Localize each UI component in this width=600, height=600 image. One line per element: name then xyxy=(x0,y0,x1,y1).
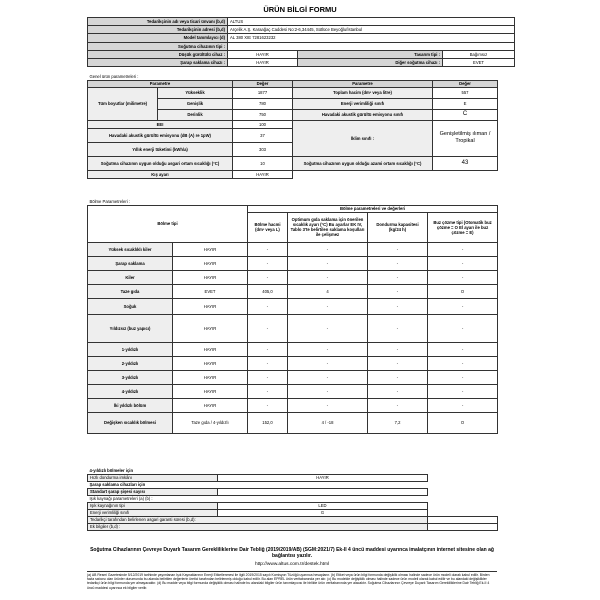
climate-value: Genişletilmiş ılıman / Tropikal xyxy=(433,120,498,156)
low-noise-value: HAYIR xyxy=(228,50,298,58)
annual-energy-value: 303 xyxy=(233,142,293,156)
compartment-volume-header: Bölme hacmi (dm³ veya L) xyxy=(248,212,288,242)
min-temp-value: 10 xyxy=(233,156,293,170)
overall-dims-label: Tüm boyutlar (milimetre) xyxy=(88,87,158,120)
extra-info-label: Ek bilgiler (b,d) : xyxy=(88,523,428,530)
compartment-name: Soğuk xyxy=(88,298,173,314)
compartment-temp: - xyxy=(288,242,368,256)
compartment-defrost: - xyxy=(428,370,498,384)
compartment-name: 4-yıldızlı xyxy=(88,384,173,398)
frost-value: HAYIR xyxy=(233,170,293,178)
footnotes: (a) AB Resmi Gazetesinde 5/12/2019 tarihinde yayımlanan Işık Kaynaklarının Enerji Etiketlenmesi ile ilgili 2019/2015 sayılı Komisyon Tüzüğü uyarınca hesaplanır. (b) Etiket veya ürün bilgi formunda değişiklik olması halinde sadece ürün modeli olarak kabul edilir. Birden fazla satıcısı olan ürünler durumunda bu alanda belirtilen değerlerin üretici tarafından belirlenmiş olduğu kabul edilir. Bu alan EPREL ürün veritabanında yer alır. (c) Bu modelde değişiklik olması halinde sadece ürün modeli olarak kabul edilir ve bu alandaki değişiklikler tedarikçi ürün bilgi formunda yer almayacaktır. (d) Bu madde veya bilgi formunda değişiklik olması halinde bu alandaki bilgiler ürün tanımlayıcısı ile birlikte ürün veritabanında yer alacaktır. Soğutma Cihazlarının Çevreye Duyarlı Tasarım Gerekliliklerine Dair Tebliğ Ek-II 4 üncü maddesi uyarınca ek bilgiler verilir. xyxy=(87,571,497,590)
compartment-table xyxy=(87,198,498,434)
compartment-capacity: - xyxy=(368,314,428,342)
energy-class-label: Enerji verimliliği sınıfı xyxy=(293,98,433,109)
compartment-capacity: - xyxy=(368,284,428,298)
compartment-present: HAYIR xyxy=(173,370,248,384)
table-row xyxy=(88,314,498,342)
min-temp-label: Soğutma cihazının uygun olduğu asgari ortam sıcaklığı (°C) xyxy=(88,156,233,170)
noise-class-label: Havadaki akustik gürültü emisyonu sınıfı xyxy=(293,109,433,120)
table-row xyxy=(88,356,498,370)
compartment-volume: - xyxy=(248,342,288,356)
compartment-present: Taze gıda / 4-yıldızlı xyxy=(173,412,248,433)
table-row xyxy=(88,256,498,270)
table-row xyxy=(88,298,498,314)
width-label: Genişlik xyxy=(158,98,233,109)
compartment-defrost: O xyxy=(428,284,498,298)
compartment-temp: 4 / -18 xyxy=(288,412,368,433)
compartment-temp: - xyxy=(288,342,368,356)
compartment-present: HAYIR xyxy=(173,398,248,412)
compartment-name: 1-yıldızlı xyxy=(88,342,173,356)
total-volume-value: 557 xyxy=(433,87,498,98)
depth-label: Derinlik xyxy=(158,109,233,120)
compartment-temp: - xyxy=(288,298,368,314)
noise-label: Havadaki akustik gürültü emisyonu (dB (A) re 1pW) xyxy=(88,128,233,142)
compartment-capacity: 7,2 xyxy=(368,412,428,433)
compartment-present: HAYIR xyxy=(173,256,248,270)
supplier-name-label: Tedarikçinin adı veya ticari ünvanı (b,d) xyxy=(88,18,228,26)
regulation-note: Soğutma Cihazlarının Çevreye Duyarlı Tasarım Gerekliliklerine Dair Tebliğ (2019/2019/AB) (SGM:2021/7) Ek-II 4 üncü maddesi uyarınca imalatçının internet sitesine olan ağ bağlantısı yazılır. xyxy=(90,547,494,559)
compartment-temp: 4 xyxy=(288,284,368,298)
compartment-name: 3-yıldızlı xyxy=(88,370,173,384)
light-type-value: LED xyxy=(218,502,428,509)
compartment-section-label: Bölme Parametreleri : xyxy=(89,198,130,204)
wine-label: Şarap saklama cihazı : xyxy=(88,58,228,66)
compartment-volume: - xyxy=(248,370,288,384)
compartment-capacity: - xyxy=(368,342,428,356)
empty-cell xyxy=(428,488,498,495)
compartment-name: 2-yıldızlı xyxy=(88,356,173,370)
frost-label: Kış ayarı xyxy=(88,170,233,178)
general-params-table xyxy=(87,73,498,179)
climate-label: İklim sınıfı : xyxy=(293,120,433,156)
compartment-name: Yıldızsız (buz yapıcı) xyxy=(88,314,173,342)
quick-freeze-label: Hızlı dondurma imkânı xyxy=(88,474,218,481)
compartment-volume: - xyxy=(248,270,288,284)
compartment-capacity: - xyxy=(368,398,428,412)
wine-section-label: Şarap saklama cihazları için xyxy=(89,482,146,487)
compartment-defrost: - xyxy=(428,314,498,342)
compartment-present: HAYIR xyxy=(173,356,248,370)
light-section-label: Işık kaynağı parametreleri (a) (b) : xyxy=(89,496,153,501)
compartment-temp: - xyxy=(288,356,368,370)
compartment-defrost: - xyxy=(428,384,498,398)
depth-value: 750 xyxy=(233,109,293,120)
bottles-value xyxy=(218,488,428,495)
compartment-capacity: - xyxy=(368,256,428,270)
compartment-defrost: - xyxy=(428,256,498,270)
extra-info-value xyxy=(428,523,498,530)
compartment-volume: - xyxy=(248,314,288,342)
compartment-present: HAYIR xyxy=(173,270,248,284)
empty-cell xyxy=(293,170,498,178)
compartment-name: Şarap saklama xyxy=(88,256,173,270)
compartment-volume: - xyxy=(248,298,288,314)
design-type-value: Bağımsız xyxy=(443,50,515,58)
guarantee-value xyxy=(428,516,498,523)
compartment-capacity: - xyxy=(368,270,428,284)
compartment-defrost: - xyxy=(428,398,498,412)
gen-header-param-2: Parametre xyxy=(293,80,433,87)
empty-cell xyxy=(428,509,498,516)
empty-cell xyxy=(428,474,498,481)
compartment-temp: - xyxy=(288,314,368,342)
model-label: Model tanımlayıcı (d) xyxy=(88,34,228,42)
compartment-name: Kiler xyxy=(88,270,173,284)
support-link[interactable]: http://www.altus.com.tr/destek.html xyxy=(254,562,330,567)
gen-header-param-1: Parametre xyxy=(88,80,233,87)
height-label: Yükseklik xyxy=(158,87,233,98)
gen-header-value-2: Değer xyxy=(433,80,498,87)
table-row xyxy=(88,342,498,356)
compartment-present: HAYIR xyxy=(173,342,248,356)
compartment-present: HAYIR xyxy=(173,384,248,398)
compartment-defrost-header: Buz çözme tipi (Otomatik buz çözme = O El ayarı ile buz çözme = E) xyxy=(428,212,498,242)
design-type-label: Tasarım tipi : xyxy=(298,50,443,58)
compartment-type-header: Bölme tipi xyxy=(88,205,248,242)
height-value: 1877 xyxy=(233,87,293,98)
other-value: EVET xyxy=(443,58,515,66)
compartment-defrost: O xyxy=(428,412,498,433)
annual-energy-label: Yıllık enerji tüketimi (kWh/a) xyxy=(88,142,233,156)
light-class-label: Enerji verimliliği sınıfı xyxy=(88,509,218,516)
noise-class-value: C xyxy=(433,109,498,120)
table-row xyxy=(88,270,498,284)
compartment-temp: - xyxy=(288,270,368,284)
general-section-label: Genel ürün parametreleri : xyxy=(89,73,139,79)
compartment-name: İki yıldızlı bölüm xyxy=(88,398,173,412)
supplier-address: Arçelik A.Ş. Karaağaç Caddesi No:2-6,34445, Sütlüce Beyoğlu/İstanbul xyxy=(228,26,515,34)
total-volume-label: Toplam hacim (dm³ veya litre) xyxy=(293,87,433,98)
compartment-volume: - xyxy=(248,356,288,370)
compartment-temp: - xyxy=(288,384,368,398)
compartment-defrost: - xyxy=(428,270,498,284)
compartment-present: HAYIR xyxy=(173,242,248,256)
compartment-name: Taze gıda xyxy=(88,284,173,298)
light-type-label: Işık kaynağının tipi xyxy=(88,502,218,509)
bottom-table xyxy=(87,467,498,531)
compartment-defrost: - xyxy=(428,342,498,356)
energy-class-value: E xyxy=(433,98,498,109)
noise-value: 37 xyxy=(233,128,293,142)
compartment-name: Yüksek sıcaklıklı kiler xyxy=(88,242,173,256)
guarantee-label: Tedarikçi tarafından belirlenen asgari garanti süresi (b,d): xyxy=(88,516,428,523)
light-class-value: G xyxy=(218,509,428,516)
page-title: ÜRÜN BİLGİ FORMU xyxy=(263,5,337,14)
compartment-present: HAYIR xyxy=(173,298,248,314)
table-row xyxy=(88,242,498,256)
compartment-temp: - xyxy=(288,398,368,412)
compartment-freezing-header: Dondurma kapasitesi (kg/24 h) xyxy=(368,212,428,242)
compartment-capacity: - xyxy=(368,384,428,398)
supplier-name: ALTUS xyxy=(228,18,515,26)
compartment-name: Değişken sıcaklık bölmesi xyxy=(88,412,173,433)
empty-cell xyxy=(428,502,498,509)
compartment-volume: - xyxy=(248,384,288,398)
appliance-type-value xyxy=(228,42,515,50)
compartment-defrost: - xyxy=(428,298,498,314)
appliance-type-label: Soğutma cihazının tipi : xyxy=(88,42,228,50)
compartment-volume: 152,0 xyxy=(248,412,288,433)
table-row xyxy=(88,284,498,298)
quick-freeze-value: HAYIR xyxy=(218,474,428,481)
compartment-volume: - xyxy=(248,398,288,412)
table-row xyxy=(88,412,498,433)
four-star-label: 4-yıldızlı bölmeler için xyxy=(89,467,134,473)
compartment-present: HAYIR xyxy=(173,314,248,342)
eei-value: 100 xyxy=(233,120,293,128)
compartment-capacity: - xyxy=(368,242,428,256)
compartment-defrost: - xyxy=(428,356,498,370)
wine-value: HAYIR xyxy=(228,58,298,66)
eei-label: EEI xyxy=(88,120,233,128)
compartment-group-header: Bölme parametreleri ve değerleri xyxy=(248,205,498,212)
compartment-volume: 405,0 xyxy=(248,284,288,298)
compartment-optimum-header: Optimum gıda saklama için önerilen sıcaklık ayarı (°C) Bu ayarlar EK IV, Tablo 3'te belirtilen saklama koşulları ile çelişmez xyxy=(288,212,368,242)
bottles-label: Standart şarap şişesi sayısı xyxy=(88,488,218,495)
compartment-temp: - xyxy=(288,370,368,384)
compartment-volume: - xyxy=(248,242,288,256)
compartment-capacity: - xyxy=(368,298,428,314)
compartment-rows xyxy=(88,242,498,433)
compartment-temp: - xyxy=(288,256,368,270)
low-noise-label: Düşük gürültülü cihaz : xyxy=(88,50,228,58)
table-row xyxy=(88,370,498,384)
table-row xyxy=(88,398,498,412)
table-row xyxy=(88,384,498,398)
supplier-table xyxy=(87,17,515,67)
width-value: 780 xyxy=(233,98,293,109)
max-temp-value: 43 xyxy=(433,156,498,170)
max-temp-label: Soğutma cihazının uygun olduğu azami ortam sıcaklığı (°C) xyxy=(293,156,433,170)
supplier-address-label: Tedarikçinin adresi (b,d) xyxy=(88,26,228,34)
compartment-capacity: - xyxy=(368,370,428,384)
compartment-volume: - xyxy=(248,256,288,270)
compartment-capacity: - xyxy=(368,356,428,370)
other-label: Diğer soğutma cihazı : xyxy=(298,58,443,66)
compartment-present: EVET xyxy=(173,284,248,298)
compartment-defrost: - xyxy=(428,242,498,256)
model-value: AL 380 XIE 7281623232 xyxy=(228,34,515,42)
gen-header-value-1: Değer xyxy=(233,80,293,87)
